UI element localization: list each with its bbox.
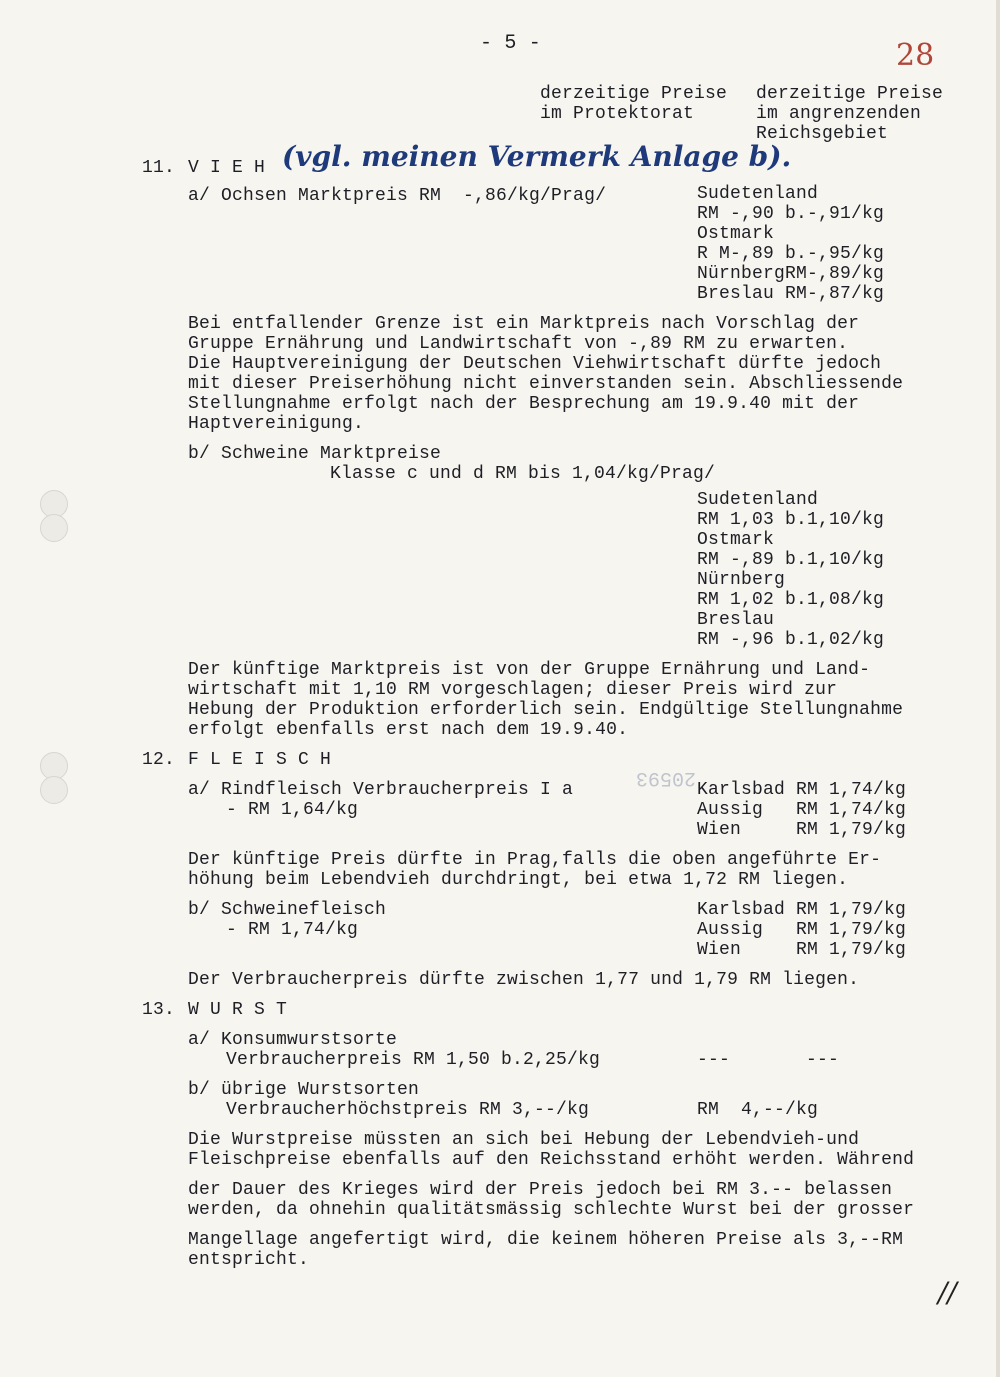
section-11-number: 11. (142, 158, 176, 178)
punch-hole-lower (40, 752, 68, 804)
section-13-para-line-3: der Dauer des Krieges wird der Preis jedoch bei RM 3.-- belassen (188, 1180, 893, 1200)
section-11b-right-1: Sudetenland (697, 490, 819, 510)
column-header-protektorat-2: im Protektorat (540, 104, 695, 124)
section-12-heading: F L E I S C H (188, 750, 332, 770)
section-13a-price: Verbraucherpreis RM 1,50 b.2,25/kg (226, 1050, 601, 1070)
section-13a-dash-2: --- (806, 1050, 840, 1070)
section-12-number: 12. (142, 750, 176, 770)
section-11b-right-8: RM -,96 b.1,02/kg (697, 630, 885, 650)
section-13b-price: Verbraucherhöchstpreis RM 3,--/kg (226, 1100, 590, 1120)
section-11-para2-line-4: erfolgt ebenfalls erst nach dem 19.9.40. (188, 720, 629, 740)
section-11b-right-6: RM 1,02 b.1,08/kg (697, 590, 885, 610)
column-header-protektorat-1: derzeitige Preise (540, 84, 728, 104)
section-12a-rindfleisch: a/ Rindfleisch Verbraucherpreis I a (188, 780, 574, 800)
section-11a-right-2: RM -,90 b.-,91/kg (697, 204, 885, 224)
section-11-para2-line-1: Der künftige Marktpreis ist von der Gruppe Ernährung und Land- (188, 660, 871, 680)
section-11a-ochsen: a/ Ochsen Marktpreis RM -,86/kg/Prag/ (188, 186, 607, 206)
section-11b-schweine: b/ Schweine Marktpreise (188, 444, 442, 464)
section-12b-schweinefleisch: b/ Schweinefleisch (188, 900, 387, 920)
section-13-number: 13. (142, 1000, 176, 1020)
section-11-para1-line-4: mit dieser Preiserhöhung nicht einverstanden sein. Abschliessende (188, 374, 904, 394)
section-12a-right-1: Karlsbad RM 1,74/kg (697, 780, 907, 800)
section-11b-right-4: RM -,89 b.1,10/kg (697, 550, 885, 570)
section-11a-right-3: Ostmark (697, 224, 775, 244)
section-11b-right-2: RM 1,03 b.1,10/kg (697, 510, 885, 530)
section-11a-right-1: Sudetenland (697, 184, 819, 204)
section-12b-right-3: Wien RM 1,79/kg (697, 940, 907, 960)
section-12b-right-1: Karlsbad RM 1,79/kg (697, 900, 907, 920)
section-11-handwritten-note: (vgl. meinen Vermerk Anlage b). (282, 140, 792, 173)
section-13b-wurstsorten: b/ übrige Wurstsorten (188, 1080, 420, 1100)
section-11b-klasse: Klasse c und d RM bis 1,04/kg/Prag/ (330, 464, 716, 484)
section-12-para1-line-2: höhung beim Lebendvieh durchdringt, bei etwa 1,72 RM liegen. (188, 870, 849, 890)
section-11-para2-line-3: Hebung der Produktion erforderlich sein. Endgültige Stellungnahme (188, 700, 904, 720)
section-13a-dash-1: --- (697, 1050, 731, 1070)
section-11-heading: V I E H (188, 158, 266, 178)
paper-edge (996, 0, 1000, 1377)
column-header-reich-3: Reichsgebiet (756, 124, 889, 144)
continuation-mark: // (938, 1276, 957, 1309)
section-11-para1-line-3: Die Hauptvereinigung der Deutschen Viehwirtschaft dürfte jedoch (188, 354, 882, 374)
section-12b-right-2: Aussig RM 1,79/kg (697, 920, 907, 940)
section-12-para1-line-1: Der künftige Preis dürfte in Prag,falls die oben angeführte Er- (188, 850, 882, 870)
punch-hole-upper (40, 490, 68, 542)
section-11a-right-4: R M-,89 b.-,95/kg (697, 244, 885, 264)
section-11-para1-line-1: Bei entfallender Grenze ist ein Marktpreis nach Vorschlag der (188, 314, 860, 334)
section-13-para-line-6: entspricht. (188, 1250, 310, 1270)
section-11a-right-6: Breslau RM-,87/kg (697, 284, 885, 304)
column-header-reich-1: derzeitige Preise (756, 84, 944, 104)
section-12b-price: - RM 1,74/kg (226, 920, 359, 940)
page-number: - 5 - (480, 32, 542, 55)
section-13-para-line-4: werden, da ohnehin qualitätsmässig schlechte Wurst bei der grosser (188, 1200, 915, 1220)
section-13b-right: RM 4,--/kg (697, 1100, 819, 1120)
section-12a-right-2: Aussig RM 1,74/kg (697, 800, 907, 820)
section-13-para-line-5: Mangellage angefertigt wird, die keinem höheren Preise als 3,--RM (188, 1230, 904, 1250)
page-annotation-handwritten: 28 (896, 38, 935, 73)
section-11-para1-line-2: Gruppe Ernährung und Landwirtschaft von -,89 RM zu erwarten. (188, 334, 849, 354)
section-12a-right-3: Wien RM 1,79/kg (697, 820, 907, 840)
section-11-para2-line-2: wirtschaft mit 1,10 RM vorgeschlagen; dieser Preis wird zur (188, 680, 838, 700)
section-11-para1-line-5: Stellungnahme erfolgt nach der Besprechung am 19.9.40 mit der (188, 394, 860, 414)
section-11b-right-7: Breslau (697, 610, 775, 630)
section-13-heading: W U R S T (188, 1000, 288, 1020)
section-13-para-line-2: Fleischpreise ebenfalls auf den Reichsstand erhöht werden. Während (188, 1150, 915, 1170)
section-11-para1-line-6: Haptvereinigung. (188, 414, 365, 434)
column-header-reich-2: im angrenzenden (756, 104, 922, 124)
section-13-para-line-1: Die Wurstpreise müssten an sich bei Hebung der Lebendvieh-und (188, 1130, 860, 1150)
section-11b-right-5: Nürnberg (697, 570, 786, 590)
section-13a-konsumwurst: a/ Konsumwurstsorte (188, 1030, 398, 1050)
section-12a-price: - RM 1,64/kg (226, 800, 359, 820)
section-11b-right-3: Ostmark (697, 530, 775, 550)
archive-stamp-number: 20593 (636, 766, 697, 789)
section-12-para2: Der Verbraucherpreis dürfte zwischen 1,77 und 1,79 RM liegen. (188, 970, 860, 990)
section-11a-right-5: NürnbergRM-,89/kg (697, 264, 885, 284)
